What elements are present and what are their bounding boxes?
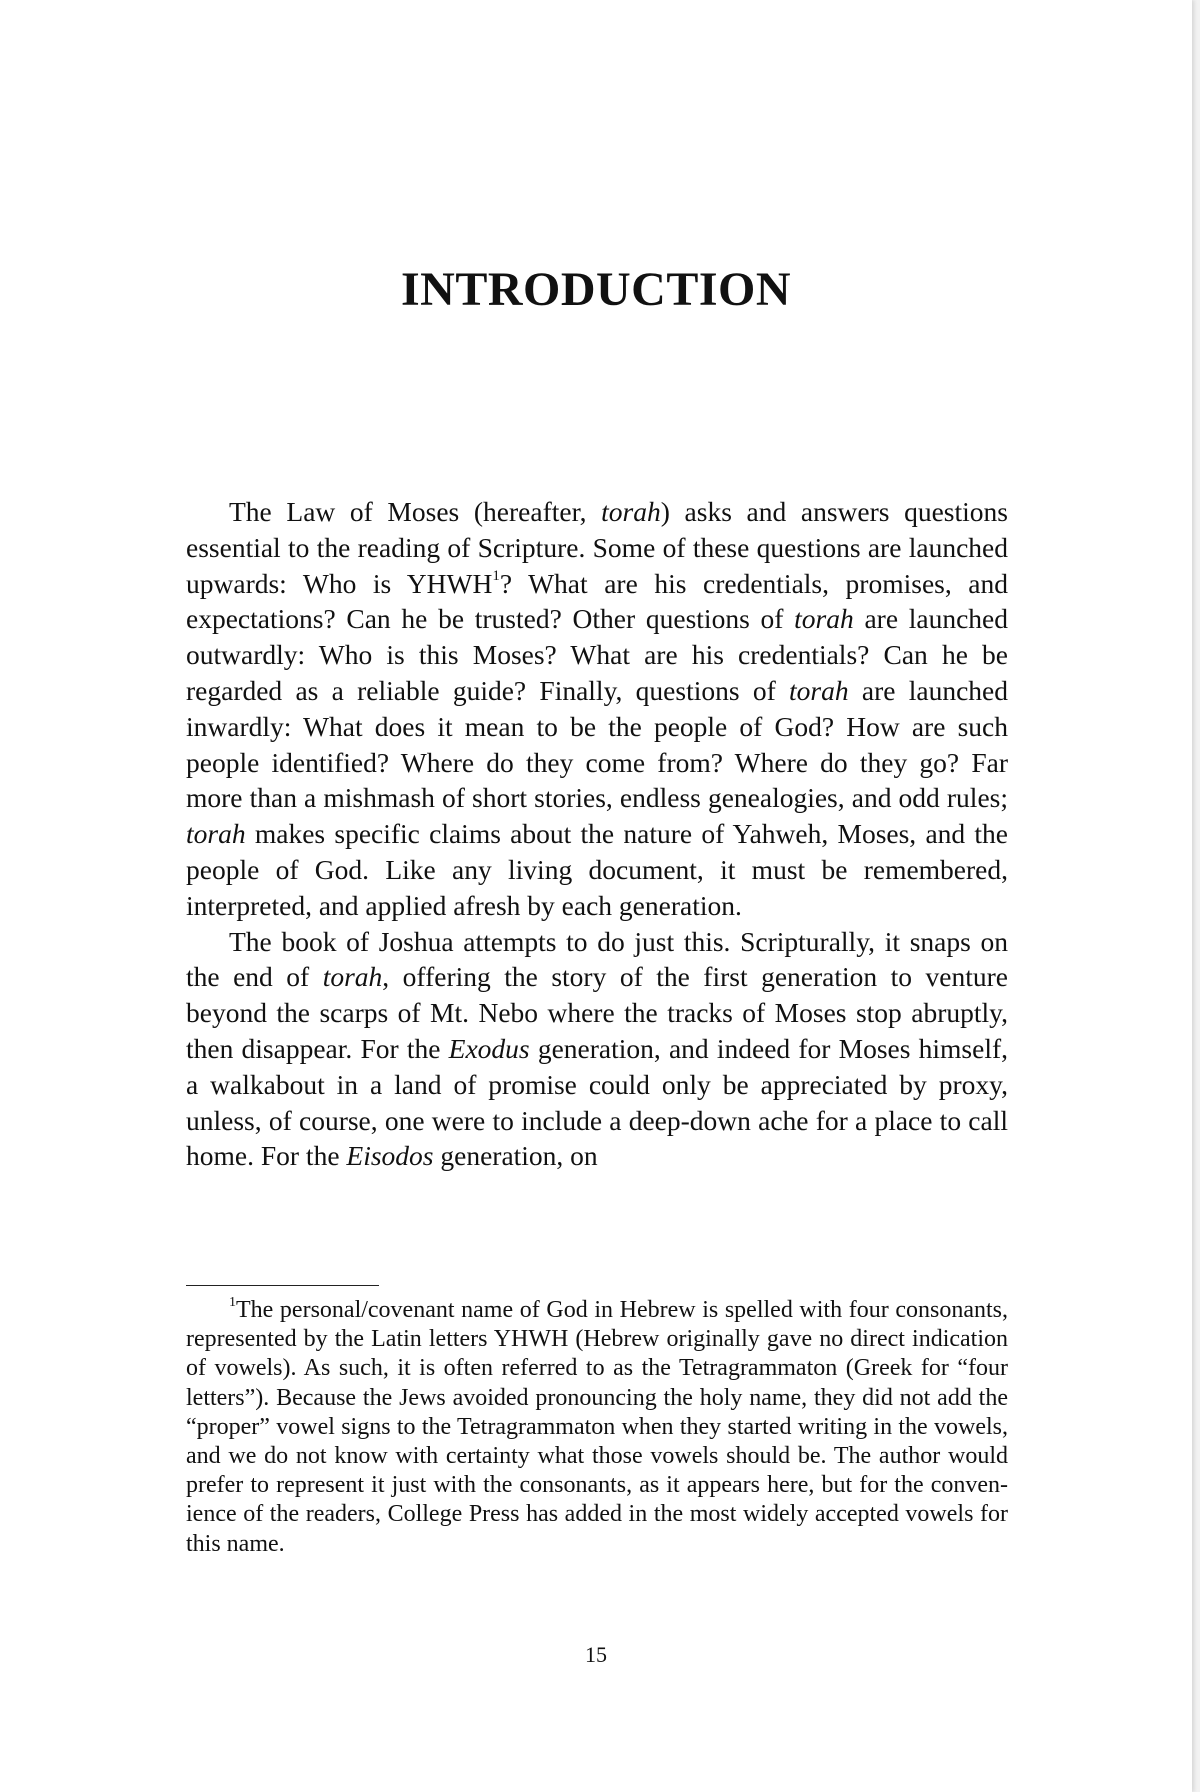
italic-term: Eisodos (346, 1140, 434, 1172)
chapter-title: INTRODUCTION (400, 263, 792, 316)
paragraph-1 (186, 494, 1008, 924)
text-span: ) asks and answers questions essential to the reading of Scripture. Some of these questions are launched upwards: Who is YHWH (186, 496, 1008, 599)
paragraph-2 (186, 924, 1008, 1175)
footnote-text: The personal/covenant name of God in Hebrew is spelled with four consonants, represented by the Latin letters YHWH (Hebrew originally gave no direct indication of vowels). As such, it is often referred to as the Tetragrammaton (Greek for “four letters”). Because the Jews avoided pronouncing the holy name, they did not add the “proper” vowel signs to the Tetragrammaton when they started writing in the vowels, and we do not know with certainty what those vowels should be. The author would prefer to represent it just with the consonants, as it appears here, but for the convenience of the readers, College Press has added in the most widely accepted vowels for this name. (186, 1297, 1008, 1557)
footnote-marker: 1 (229, 1295, 236, 1310)
page-number: 15 (585, 1642, 607, 1667)
text-span: are launched outwardly: Who is this Moses? What are his credentials? Can he be regarded as a reliable guide? Finally, questions of (186, 603, 1009, 706)
text-span: The book of Joshua attempts to do just this. Scripturally, it snaps on the end of (186, 925, 1008, 993)
italic-term: torah (794, 603, 854, 635)
italic-term: torah (186, 818, 246, 850)
text-span: The Law of Moses (hereafter, (229, 496, 602, 527)
text-span: are launched inwardly: What does it mean to be the people of God? How are such people identified? Where do they come from? Where do they go? Far more than a mishmash of short stories, endless genealogies, and odd rules; (186, 674, 1008, 814)
text-span: makes specific claims about the nature of Yahweh, Moses, and the people of God. Like any living document, it must be remembered, interpreted, and applied afresh by each generation. (186, 818, 1008, 921)
italic-term: torah (601, 496, 661, 527)
italic-term: torah (789, 674, 849, 706)
footnote-divider (186, 1285, 379, 1286)
text-span: generation, on (433, 1140, 598, 1172)
text-span: generation, and indeed for Moses himself, a walkabout in a land of promise could only be appreciated by proxy, unless, of course, one were to include a deep-down ache for a place to call home. For the (186, 1032, 1008, 1172)
text-span: , offering the story of the first generation to venture beyond the scarps of Mt. Nebo where the tracks of Moses stop abruptly, then disappear. For the (186, 961, 1008, 1064)
footnote-reference: 1 (492, 568, 500, 585)
body-text (186, 494, 1008, 1174)
italic-term: torah (322, 961, 383, 993)
footnote (186, 1296, 1008, 1559)
text-span: ? What are his credentials, promises, and expectations? Can he be trusted? Other questions of (186, 567, 1008, 635)
italic-term: Exodus (448, 1032, 530, 1064)
